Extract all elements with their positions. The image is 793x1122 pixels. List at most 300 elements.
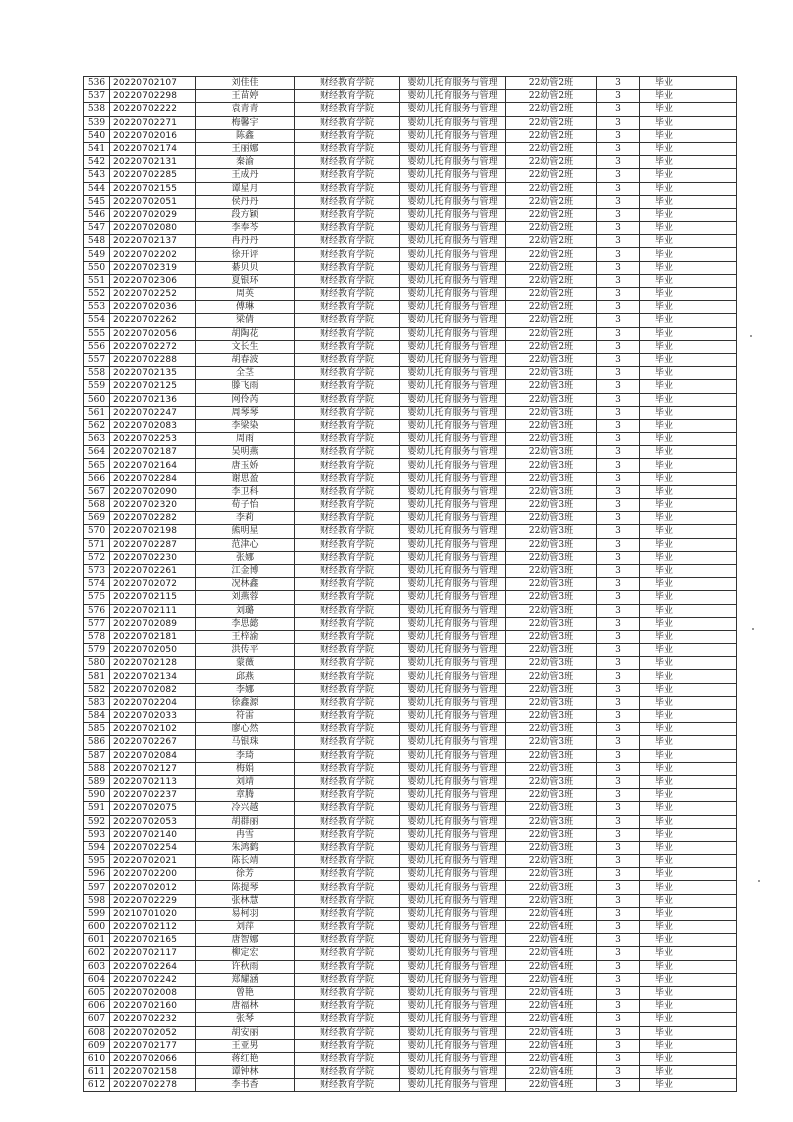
- class-cell: 22幼管3班: [506, 617, 597, 630]
- status-cell: 毕业: [640, 459, 737, 472]
- years-cell: 3: [597, 353, 640, 366]
- table-row: [84, 248, 737, 261]
- major-cell: 婴幼儿托育服务与管理: [400, 512, 506, 525]
- college-cell: 财经教育学院: [295, 116, 400, 129]
- status-cell: 毕业: [640, 696, 737, 709]
- row-index-cell: 540: [84, 129, 110, 142]
- college-cell: 财经教育学院: [295, 828, 400, 841]
- student-id-cell: 20220702140: [110, 828, 196, 841]
- student-name-cell: 陈提琴: [196, 881, 295, 894]
- table-row: [84, 274, 737, 287]
- years-cell: 3: [597, 459, 640, 472]
- student-name-cell: 胡群丽: [196, 815, 295, 828]
- table-row: [84, 1039, 737, 1052]
- major-cell: 婴幼儿托育服务与管理: [400, 1066, 506, 1079]
- row-index-cell: 550: [84, 261, 110, 274]
- row-index-cell: 566: [84, 472, 110, 485]
- class-cell: 22幼管3班: [506, 710, 597, 723]
- student-name-cell: 滕飞雨: [196, 380, 295, 393]
- years-cell: 3: [597, 657, 640, 670]
- student-name-cell: 曾艳: [196, 986, 295, 999]
- major-cell: 婴幼儿托育服务与管理: [400, 419, 506, 432]
- row-index-cell: 571: [84, 538, 110, 551]
- years-cell: 3: [597, 90, 640, 103]
- row-index-cell: 586: [84, 736, 110, 749]
- table-row: [84, 129, 737, 142]
- major-cell: 婴幼儿托育服务与管理: [400, 855, 506, 868]
- table-row: [84, 406, 737, 419]
- table-row: [84, 815, 737, 828]
- student-name-cell: 唐智娜: [196, 934, 295, 947]
- status-cell: 毕业: [640, 499, 737, 512]
- status-cell: 毕业: [640, 1066, 737, 1079]
- student-id-cell: 20220702264: [110, 960, 196, 973]
- table-row: [84, 973, 737, 986]
- row-index-cell: 611: [84, 1066, 110, 1079]
- major-cell: 婴幼儿托育服务与管理: [400, 248, 506, 261]
- table-row: [84, 142, 737, 155]
- student-id-cell: 20220702164: [110, 459, 196, 472]
- class-cell: 22幼管3班: [506, 499, 597, 512]
- major-cell: 婴幼儿托育服务与管理: [400, 261, 506, 274]
- table-row: [84, 116, 737, 129]
- class-cell: 22幼管3班: [506, 696, 597, 709]
- student-id-cell: 20220702272: [110, 340, 196, 353]
- student-id-cell: 20220702134: [110, 670, 196, 683]
- student-name-cell: 陈鑫: [196, 129, 295, 142]
- years-cell: 3: [597, 986, 640, 999]
- years-cell: 3: [597, 538, 640, 551]
- table-row: [84, 841, 737, 854]
- table-row: [84, 723, 737, 736]
- table-row: [84, 156, 737, 169]
- table-row: [84, 208, 737, 221]
- college-cell: 财经教育学院: [295, 1039, 400, 1052]
- years-cell: 3: [597, 815, 640, 828]
- class-cell: 22幼管4班: [506, 947, 597, 960]
- years-cell: 3: [597, 1039, 640, 1052]
- student-id-cell: 20220702267: [110, 736, 196, 749]
- student-name-cell: 张林慧: [196, 894, 295, 907]
- status-cell: 毕业: [640, 327, 737, 340]
- student-id-cell: 20220702242: [110, 973, 196, 986]
- college-cell: 财经教育学院: [295, 841, 400, 854]
- status-cell: 毕业: [640, 156, 737, 169]
- row-index-cell: 564: [84, 446, 110, 459]
- major-cell: 婴幼儿托育服务与管理: [400, 459, 506, 472]
- major-cell: 婴幼儿托育服务与管理: [400, 749, 506, 762]
- class-cell: 22幼管3班: [506, 525, 597, 538]
- status-cell: 毕业: [640, 1039, 737, 1052]
- student-id-cell: 20220702202: [110, 248, 196, 261]
- student-name-cell: 李思懿: [196, 617, 295, 630]
- status-cell: 毕业: [640, 406, 737, 419]
- table-row: [84, 986, 737, 999]
- major-cell: 婴幼儿托育服务与管理: [400, 710, 506, 723]
- student-id-cell: 20220702284: [110, 472, 196, 485]
- major-cell: 婴幼儿托育服务与管理: [400, 841, 506, 854]
- student-id-cell: 20220702278: [110, 1079, 196, 1092]
- student-id-cell: 20220702012: [110, 881, 196, 894]
- student-name-cell: 网伶芮: [196, 393, 295, 406]
- status-cell: 毕业: [640, 841, 737, 854]
- years-cell: 3: [597, 327, 640, 340]
- table-row: [84, 301, 737, 314]
- major-cell: 婴幼儿托育服务与管理: [400, 301, 506, 314]
- student-name-cell: 朱鸿鹤: [196, 841, 295, 854]
- table-row: [84, 512, 737, 525]
- college-cell: 财经教育学院: [295, 340, 400, 353]
- row-index-cell: 598: [84, 894, 110, 907]
- class-cell: 22幼管2班: [506, 235, 597, 248]
- student-id-cell: 20220702075: [110, 802, 196, 815]
- years-cell: 3: [597, 921, 640, 934]
- major-cell: 婴幼儿托育服务与管理: [400, 630, 506, 643]
- student-id-cell: 20220702029: [110, 208, 196, 221]
- major-cell: 婴幼儿托育服务与管理: [400, 156, 506, 169]
- student-name-cell: 况林鑫: [196, 578, 295, 591]
- student-id-cell: 20220702102: [110, 723, 196, 736]
- major-cell: 婴幼儿托育服务与管理: [400, 142, 506, 155]
- table-row: [84, 103, 737, 116]
- row-index-cell: 604: [84, 973, 110, 986]
- college-cell: 财经教育学院: [295, 749, 400, 762]
- years-cell: 3: [597, 591, 640, 604]
- student-id-cell: 20220702090: [110, 485, 196, 498]
- table-row: [84, 564, 737, 577]
- years-cell: 3: [597, 934, 640, 947]
- college-cell: 财经教育学院: [295, 815, 400, 828]
- student-id-cell: 20220702080: [110, 222, 196, 235]
- student-name-cell: 李梁染: [196, 419, 295, 432]
- row-index-cell: 542: [84, 156, 110, 169]
- student-id-cell: 20220702282: [110, 512, 196, 525]
- student-name-cell: 全茎: [196, 367, 295, 380]
- major-cell: 婴幼儿托育服务与管理: [400, 762, 506, 775]
- major-cell: 婴幼儿托育服务与管理: [400, 1052, 506, 1065]
- class-cell: 22幼管3班: [506, 367, 597, 380]
- major-cell: 婴幼儿托育服务与管理: [400, 828, 506, 841]
- class-cell: 22幼管3班: [506, 789, 597, 802]
- years-cell: 3: [597, 499, 640, 512]
- table-row: [84, 710, 737, 723]
- table-row: [84, 1013, 737, 1026]
- row-index-cell: 575: [84, 591, 110, 604]
- major-cell: 婴幼儿托育服务与管理: [400, 367, 506, 380]
- student-id-cell: 20220702204: [110, 696, 196, 709]
- student-id-cell: 20220702083: [110, 419, 196, 432]
- student-name-cell: 綦贝贝: [196, 261, 295, 274]
- table-row: [84, 578, 737, 591]
- major-cell: 婴幼儿托育服务与管理: [400, 1026, 506, 1039]
- major-cell: 婴幼儿托育服务与管理: [400, 274, 506, 287]
- years-cell: 3: [597, 169, 640, 182]
- college-cell: 财经教育学院: [295, 525, 400, 538]
- years-cell: 3: [597, 683, 640, 696]
- major-cell: 婴幼儿托育服务与管理: [400, 696, 506, 709]
- student-id-cell: 20220702287: [110, 538, 196, 551]
- student-id-cell: 20220702115: [110, 591, 196, 604]
- student-name-cell: 谢思盈: [196, 472, 295, 485]
- student-name-cell: 熊明星: [196, 525, 295, 538]
- status-cell: 毕业: [640, 90, 737, 103]
- student-id-cell: 20220702021: [110, 855, 196, 868]
- student-name-cell: 梁倩: [196, 314, 295, 327]
- row-index-cell: 563: [84, 433, 110, 446]
- status-cell: 毕业: [640, 762, 737, 775]
- student-name-cell: 许秋雨: [196, 960, 295, 973]
- years-cell: 3: [597, 419, 640, 432]
- table-row: [84, 591, 737, 604]
- college-cell: 财经教育学院: [295, 710, 400, 723]
- years-cell: 3: [597, 564, 640, 577]
- student-roster-sheet: [83, 76, 737, 1092]
- major-cell: 婴幼儿托育服务与管理: [400, 169, 506, 182]
- college-cell: 财经教育学院: [295, 617, 400, 630]
- years-cell: 3: [597, 274, 640, 287]
- class-cell: 22幼管2班: [506, 301, 597, 314]
- student-name-cell: 徐开评: [196, 248, 295, 261]
- student-id-cell: 20220702158: [110, 1066, 196, 1079]
- years-cell: 3: [597, 380, 640, 393]
- student-name-cell: 冉丹丹: [196, 235, 295, 248]
- years-cell: 3: [597, 630, 640, 643]
- table-row: [84, 551, 737, 564]
- student-id-cell: 20220702252: [110, 288, 196, 301]
- student-id-cell: 20220702050: [110, 644, 196, 657]
- status-cell: 毕业: [640, 855, 737, 868]
- class-cell: 22幼管4班: [506, 1026, 597, 1039]
- years-cell: 3: [597, 1079, 640, 1092]
- student-name-cell: 李莉: [196, 512, 295, 525]
- row-index-cell: 601: [84, 934, 110, 947]
- student-name-cell: 段方颖: [196, 208, 295, 221]
- status-cell: 毕业: [640, 881, 737, 894]
- student-name-cell: 章腾: [196, 789, 295, 802]
- major-cell: 婴幼儿托育服务与管理: [400, 723, 506, 736]
- student-id-cell: 20220702136: [110, 393, 196, 406]
- student-id-cell: 20220702036: [110, 301, 196, 314]
- years-cell: 3: [597, 907, 640, 920]
- college-cell: 财经教育学院: [295, 301, 400, 314]
- row-index-cell: 568: [84, 499, 110, 512]
- student-name-cell: 张娜: [196, 551, 295, 564]
- class-cell: 22幼管3班: [506, 419, 597, 432]
- college-cell: 财经教育学院: [295, 868, 400, 881]
- student-name-cell: 邱燕: [196, 670, 295, 683]
- status-cell: 毕业: [640, 1013, 737, 1026]
- student-id-cell: 20210701020: [110, 907, 196, 920]
- college-cell: 财经教育学院: [295, 77, 400, 90]
- college-cell: 财经教育学院: [295, 129, 400, 142]
- years-cell: 3: [597, 261, 640, 274]
- major-cell: 婴幼儿托育服务与管理: [400, 907, 506, 920]
- table-row: [84, 485, 737, 498]
- row-index-cell: 581: [84, 670, 110, 683]
- college-cell: 财经教育学院: [295, 195, 400, 208]
- college-cell: 财经教育学院: [295, 499, 400, 512]
- class-cell: 22幼管3班: [506, 749, 597, 762]
- table-row: [84, 182, 737, 195]
- student-id-cell: 20220702016: [110, 129, 196, 142]
- status-cell: 毕业: [640, 802, 737, 815]
- table-row: [84, 499, 737, 512]
- student-name-cell: 冷兴越: [196, 802, 295, 815]
- class-cell: 22幼管2班: [506, 288, 597, 301]
- row-index-cell: 559: [84, 380, 110, 393]
- college-cell: 财经教育学院: [295, 960, 400, 973]
- status-cell: 毕业: [640, 591, 737, 604]
- row-index-cell: 590: [84, 789, 110, 802]
- student-name-cell: 蒋红艳: [196, 1052, 295, 1065]
- college-cell: 财经教育学院: [295, 1013, 400, 1026]
- class-cell: 22幼管2班: [506, 274, 597, 287]
- row-index-cell: 567: [84, 485, 110, 498]
- years-cell: 3: [597, 485, 640, 498]
- scan-speck: [752, 628, 754, 630]
- table-row: [84, 446, 737, 459]
- years-cell: 3: [597, 195, 640, 208]
- row-index-cell: 576: [84, 604, 110, 617]
- table-row: [84, 683, 737, 696]
- roster-body: [84, 77, 737, 1092]
- years-cell: 3: [597, 1066, 640, 1079]
- student-name-cell: 吴明燕: [196, 446, 295, 459]
- major-cell: 婴幼儿托育服务与管理: [400, 525, 506, 538]
- major-cell: 婴幼儿托育服务与管理: [400, 894, 506, 907]
- college-cell: 财经教育学院: [295, 723, 400, 736]
- class-cell: 22幼管4班: [506, 934, 597, 947]
- status-cell: 毕业: [640, 248, 737, 261]
- class-cell: 22幼管3班: [506, 446, 597, 459]
- table-row: [84, 789, 737, 802]
- major-cell: 婴幼儿托育服务与管理: [400, 881, 506, 894]
- student-roster-table: [83, 76, 737, 1092]
- table-row: [84, 947, 737, 960]
- row-index-cell: 603: [84, 960, 110, 973]
- status-cell: 毕业: [640, 525, 737, 538]
- major-cell: 婴幼儿托育服务与管理: [400, 802, 506, 815]
- status-cell: 毕业: [640, 353, 737, 366]
- table-row: [84, 459, 737, 472]
- student-id-cell: 20220702155: [110, 182, 196, 195]
- status-cell: 毕业: [640, 775, 737, 788]
- class-cell: 22幼管4班: [506, 960, 597, 973]
- student-id-cell: 20220702230: [110, 551, 196, 564]
- row-index-cell: 548: [84, 235, 110, 248]
- student-name-cell: 范津心: [196, 538, 295, 551]
- row-index-cell: 606: [84, 1000, 110, 1013]
- years-cell: 3: [597, 855, 640, 868]
- table-row: [84, 934, 737, 947]
- student-id-cell: 20220702107: [110, 77, 196, 90]
- years-cell: 3: [597, 446, 640, 459]
- class-cell: 22幼管2班: [506, 222, 597, 235]
- table-row: [84, 1066, 737, 1079]
- college-cell: 财经教育学院: [295, 288, 400, 301]
- status-cell: 毕业: [640, 657, 737, 670]
- student-id-cell: 20220702306: [110, 274, 196, 287]
- class-cell: 22幼管3班: [506, 683, 597, 696]
- status-cell: 毕业: [640, 103, 737, 116]
- major-cell: 婴幼儿托育服务与管理: [400, 868, 506, 881]
- years-cell: 3: [597, 617, 640, 630]
- row-index-cell: 596: [84, 868, 110, 881]
- class-cell: 22幼管3班: [506, 868, 597, 881]
- status-cell: 毕业: [640, 907, 737, 920]
- row-index-cell: 592: [84, 815, 110, 828]
- row-index-cell: 556: [84, 340, 110, 353]
- class-cell: 22幼管3班: [506, 564, 597, 577]
- major-cell: 婴幼儿托育服务与管理: [400, 934, 506, 947]
- years-cell: 3: [597, 723, 640, 736]
- table-row: [84, 630, 737, 643]
- class-cell: 22幼管4班: [506, 1000, 597, 1013]
- class-cell: 22幼管3班: [506, 630, 597, 643]
- years-cell: 3: [597, 208, 640, 221]
- status-cell: 毕业: [640, 485, 737, 498]
- class-cell: 22幼管3班: [506, 433, 597, 446]
- row-index-cell: 591: [84, 802, 110, 815]
- college-cell: 财经教育学院: [295, 459, 400, 472]
- student-id-cell: 20220702084: [110, 749, 196, 762]
- major-cell: 婴幼儿托育服务与管理: [400, 129, 506, 142]
- status-cell: 毕业: [640, 828, 737, 841]
- table-row: [84, 617, 737, 630]
- row-index-cell: 584: [84, 710, 110, 723]
- major-cell: 婴幼儿托育服务与管理: [400, 551, 506, 564]
- college-cell: 财经教育学院: [295, 986, 400, 999]
- class-cell: 22幼管2班: [506, 208, 597, 221]
- row-index-cell: 574: [84, 578, 110, 591]
- row-index-cell: 607: [84, 1013, 110, 1026]
- college-cell: 财经教育学院: [295, 736, 400, 749]
- table-row: [84, 340, 737, 353]
- student-name-cell: 李琦: [196, 749, 295, 762]
- class-cell: 22幼管2班: [506, 156, 597, 169]
- student-name-cell: 胡陶花: [196, 327, 295, 340]
- table-row: [84, 802, 737, 815]
- student-name-cell: 王苗婷: [196, 90, 295, 103]
- status-cell: 毕业: [640, 222, 737, 235]
- status-cell: 毕业: [640, 934, 737, 947]
- row-index-cell: 573: [84, 564, 110, 577]
- student-name-cell: 梅娟: [196, 762, 295, 775]
- table-row: [84, 657, 737, 670]
- student-id-cell: 20220702125: [110, 380, 196, 393]
- student-id-cell: 20220702200: [110, 868, 196, 881]
- class-cell: 22幼管3班: [506, 393, 597, 406]
- table-row: [84, 90, 737, 103]
- status-cell: 毕业: [640, 683, 737, 696]
- table-row: [84, 749, 737, 762]
- college-cell: 财经教育学院: [295, 947, 400, 960]
- major-cell: 婴幼儿托育服务与管理: [400, 314, 506, 327]
- table-row: [84, 195, 737, 208]
- status-cell: 毕业: [640, 604, 737, 617]
- student-id-cell: 20220702117: [110, 947, 196, 960]
- status-cell: 毕业: [640, 433, 737, 446]
- status-cell: 毕业: [640, 472, 737, 485]
- class-cell: 22幼管4班: [506, 986, 597, 999]
- class-cell: 22幼管3班: [506, 775, 597, 788]
- status-cell: 毕业: [640, 723, 737, 736]
- status-cell: 毕业: [640, 314, 737, 327]
- student-id-cell: 20220702198: [110, 525, 196, 538]
- class-cell: 22幼管2班: [506, 248, 597, 261]
- student-id-cell: 20220702229: [110, 894, 196, 907]
- major-cell: 婴幼儿托育服务与管理: [400, 103, 506, 116]
